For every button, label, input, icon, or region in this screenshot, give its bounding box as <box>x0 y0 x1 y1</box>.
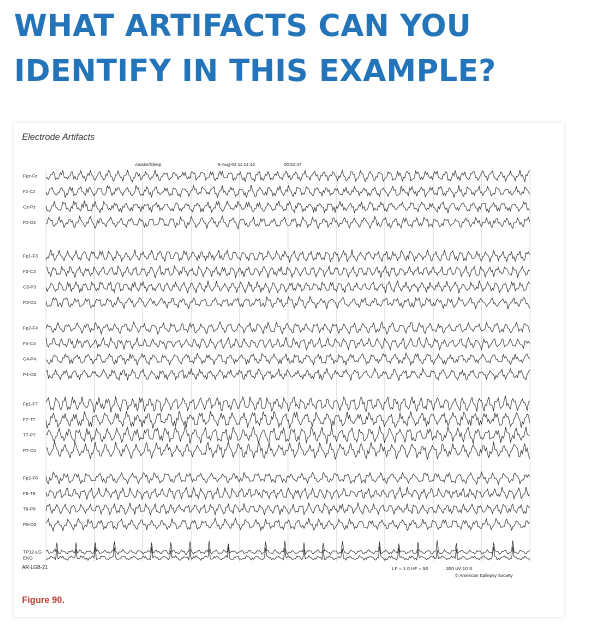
channel-label: F3-C3 <box>23 269 36 274</box>
channel-label: P7-O1 <box>23 448 37 453</box>
channel-label: TP12-LG <box>23 549 42 555</box>
channel-label: Fp1-F7 <box>23 401 38 407</box>
channel-label: F4-C4 <box>23 341 36 346</box>
channel-label: Fp2-F4 <box>23 325 38 331</box>
channel-label: T8-P8 <box>23 506 36 512</box>
slide-title-line-2: IDENTIFY IN THIS EXAMPLE? <box>14 54 497 89</box>
channel-label: Cz-Pz <box>23 204 36 210</box>
channel-label: Fpz-Fz <box>23 173 38 179</box>
copyright: © American Epilepsy Society <box>455 573 513 578</box>
channel-labels <box>23 174 42 561</box>
slide-title-line-1: WHAT ARTIFACTS CAN YOU <box>14 9 472 44</box>
channel-label: F7-T7 <box>23 417 36 422</box>
eeg-time-grid <box>46 170 530 562</box>
montage-label: AR-LGB-21 <box>22 565 48 571</box>
figure-caption: Figure 90. <box>22 595 65 605</box>
channel-label: Fz-Cz <box>23 189 36 194</box>
header-date: 8-Aug-02 11:14:42 <box>218 162 255 167</box>
channel-label: C4-P4 <box>23 356 37 362</box>
channel-label: P3-O1 <box>23 300 37 305</box>
header-state: Awake/Sleep <box>135 162 162 167</box>
channel-label: EKG <box>23 555 33 561</box>
channel-label: Pz-Oz <box>23 220 36 225</box>
filter-settings: LF = 1.0 HF = 50 <box>392 567 429 572</box>
channel-label: P8-O2 <box>23 522 37 527</box>
scale-label: 300 uV 10 S <box>446 567 473 572</box>
channel-label: Fp1-F3 <box>23 253 38 259</box>
header-time: 00:52:47 <box>284 162 302 167</box>
channel-label: T7-P7 <box>23 432 36 438</box>
figure-title: Electrode Artifacts <box>22 132 95 142</box>
channel-label: Fp2-F8 <box>23 475 38 481</box>
channel-label: C3-P3 <box>23 284 37 290</box>
channel-label: P4-O2 <box>23 372 37 377</box>
channel-label: F8-T8 <box>23 491 36 496</box>
